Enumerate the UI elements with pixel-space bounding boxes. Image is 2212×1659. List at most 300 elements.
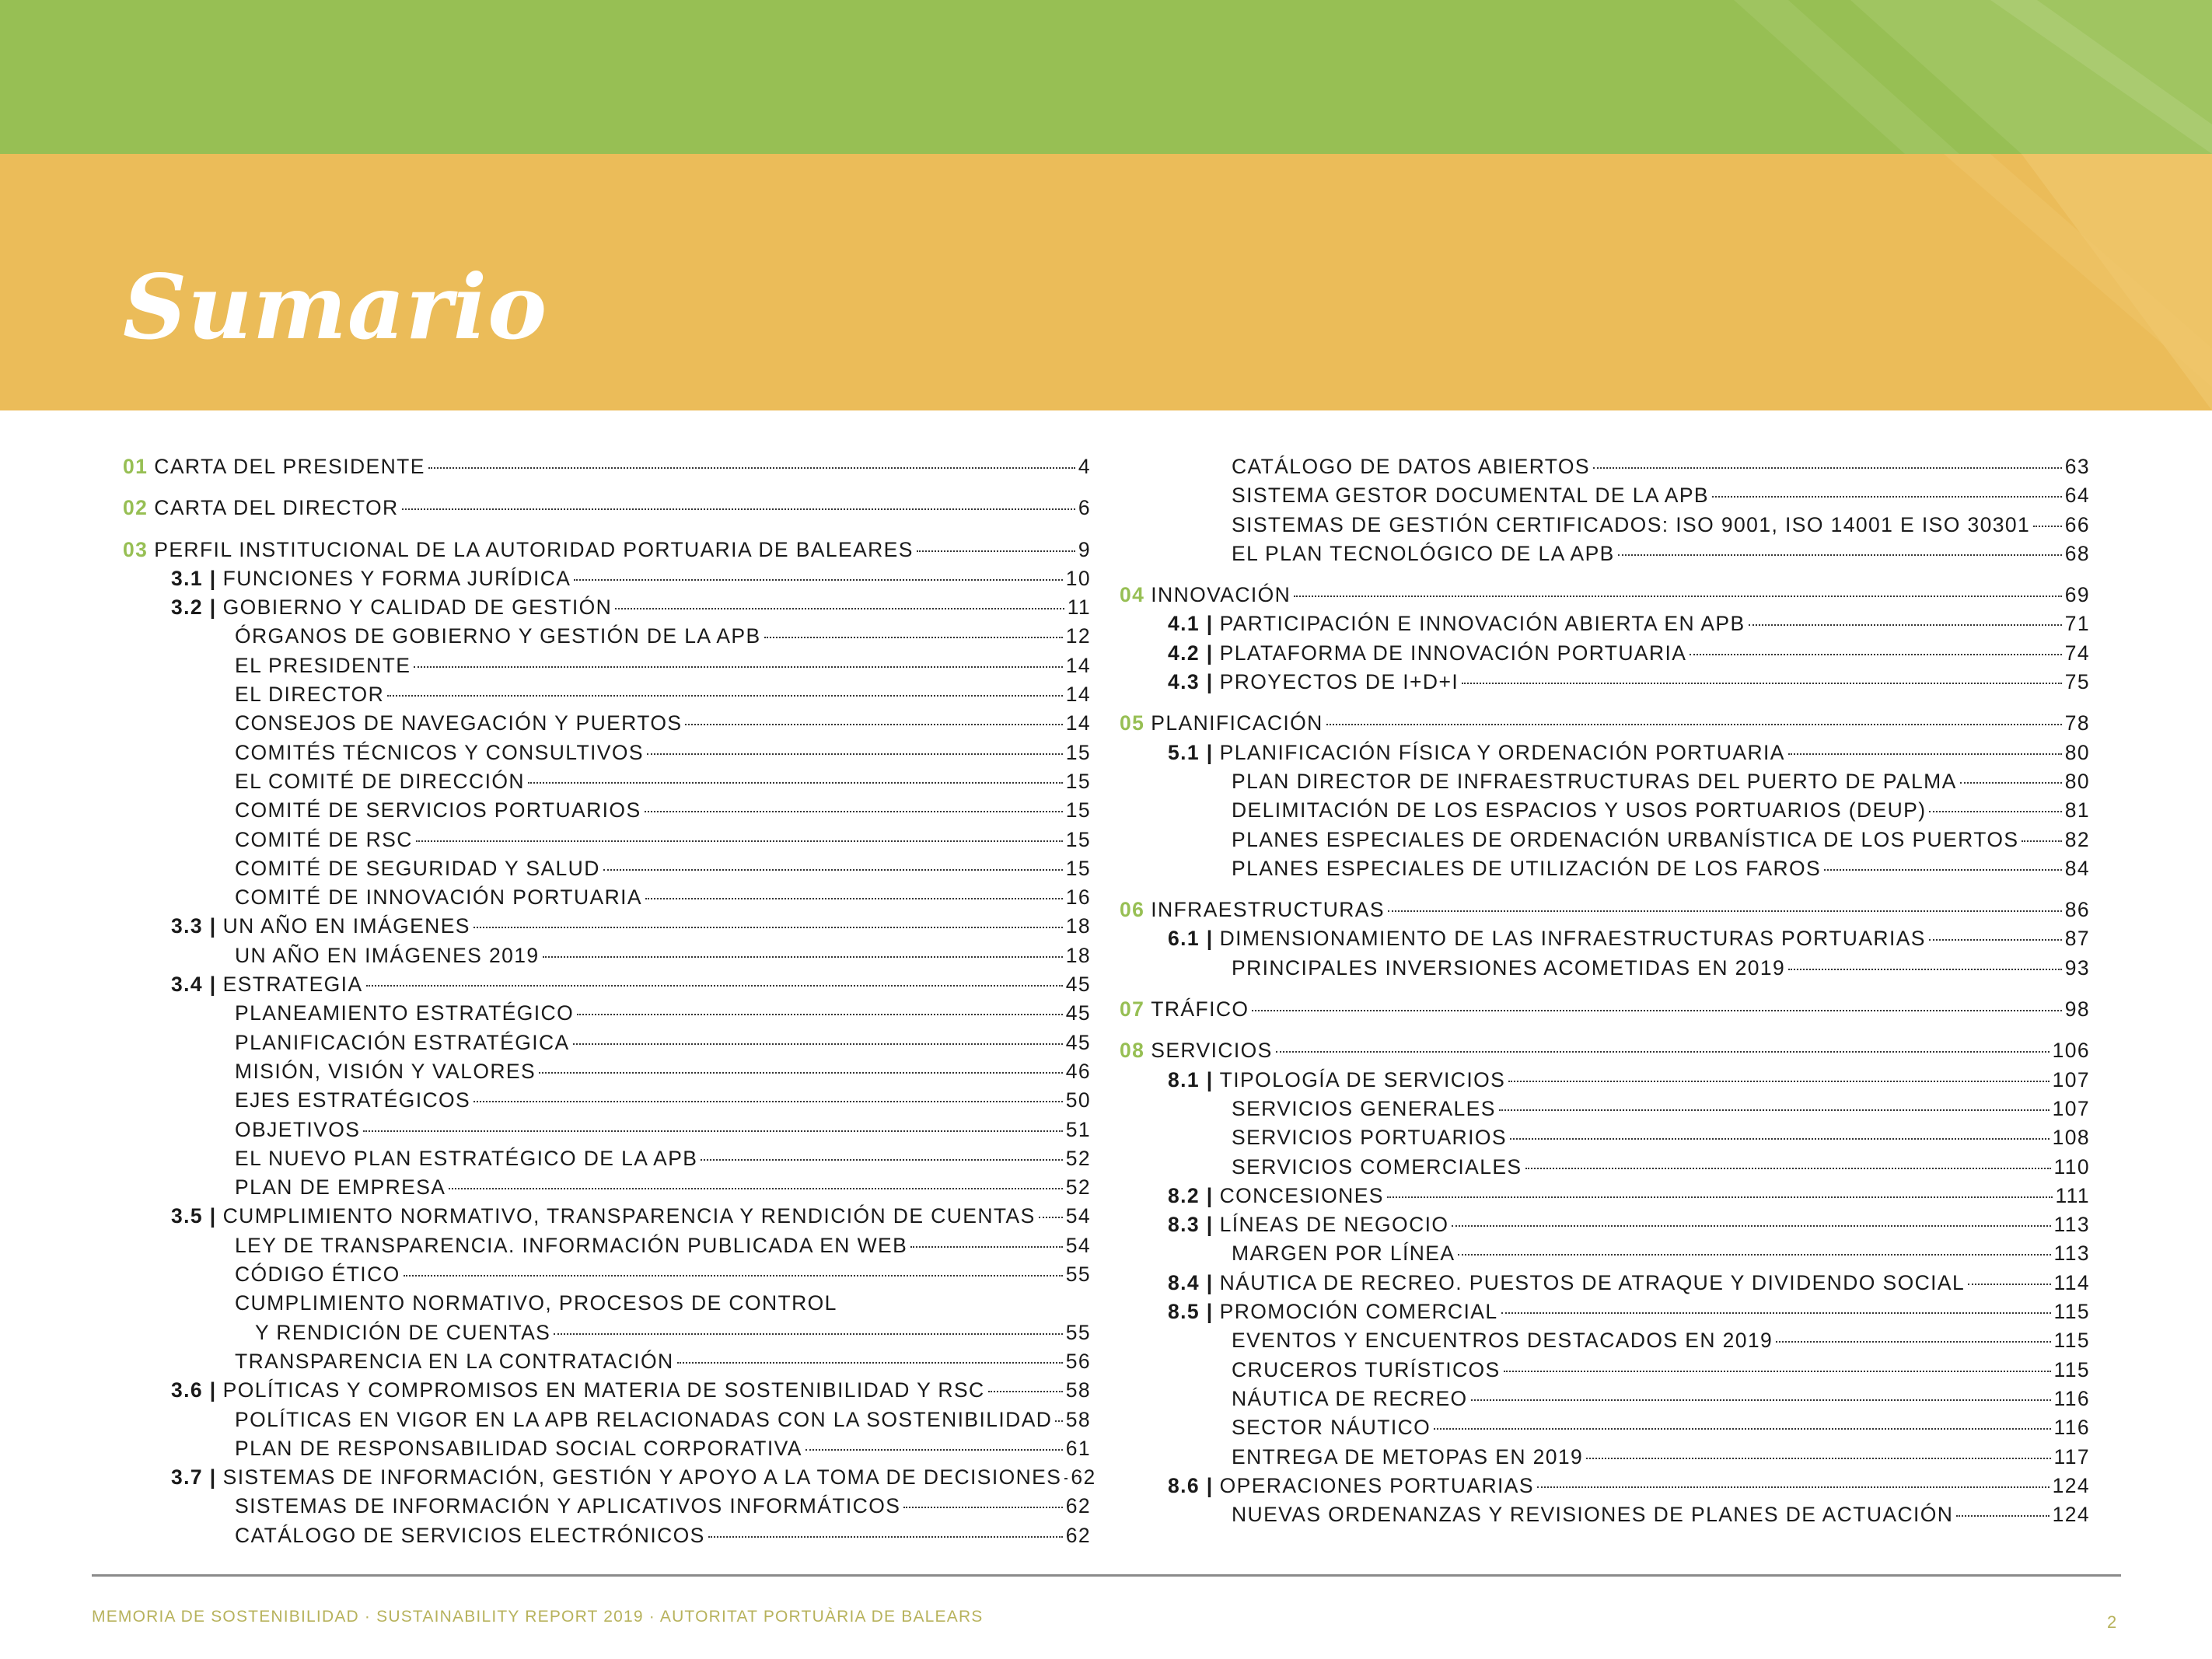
toc-entry-page: 115: [2053, 1357, 2090, 1381]
toc-entry[interactable]: [1120, 770, 2090, 798]
toc-entry-label: CÓDIGO ÉTICO: [235, 1263, 400, 1287]
toc-entry[interactable]: [123, 1204, 1091, 1233]
toc-entry[interactable]: [1120, 1474, 2090, 1503]
toc-entry-number: 01: [123, 455, 149, 478]
toc-dot-leader: [1593, 467, 2062, 469]
toc-entry-page: 14: [1065, 653, 1091, 677]
toc-entry[interactable]: [123, 1031, 1091, 1060]
toc-entry-page: 117: [2053, 1444, 2090, 1469]
footer-divider: [92, 1574, 2121, 1577]
toc-entry-label: NÁUTICA DE RECREO. PUESTOS DE ATRAQUE Y DIVIDENDO SOCIAL: [1219, 1270, 1966, 1294]
toc-dot-leader: [574, 579, 1062, 581]
toc-dot-leader: [1712, 496, 2062, 498]
toc-entry[interactable]: [1120, 641, 2090, 670]
toc-entry[interactable]: [123, 455, 1091, 484]
toc-entry-page: 54: [1065, 1233, 1091, 1257]
toc-dot-leader: [1499, 1109, 2050, 1111]
toc-entry-label: CONSEJOS DE NAVEGACIÓN Y PUERTOS: [235, 711, 683, 735]
toc-entry-number: 8.1 |: [1168, 1067, 1214, 1091]
toc-entry-label: PARTICIPACIÓN E INNOVACIÓN ABIERTA EN APB: [1219, 612, 1745, 636]
toc-entry[interactable]: [1120, 1242, 2090, 1270]
toc-entry[interactable]: [123, 857, 1091, 885]
toc-entry[interactable]: [1120, 997, 2090, 1026]
toc-entry-label: LÍNEAS DE NEGOCIO: [1219, 1213, 1449, 1237]
toc-entry-page: 116: [2053, 1386, 2090, 1410]
toc-entry-label: DIMENSIONAMIENTO DE LAS INFRAESTRUCTURAS PORTUARIAS: [1219, 927, 1926, 951]
toc-entry-label: CATÁLOGO DE DATOS ABIERTOS: [1232, 455, 1591, 478]
toc-entry-number: 4.2 |: [1168, 641, 1214, 665]
toc-entry[interactable]: [123, 1147, 1091, 1175]
toc-entry-page: 62: [1065, 1523, 1091, 1547]
toc-entry-page: 6: [1078, 496, 1091, 520]
toc-entry[interactable]: [123, 1001, 1091, 1030]
toc-entry-page: 52: [1065, 1175, 1091, 1200]
toc-entry-page: 71: [2064, 612, 2090, 636]
toc-dot-leader: [603, 869, 1063, 871]
toc-entry-label: PLANEAMIENTO ESTRATÉGICO: [235, 1001, 575, 1025]
toc-dot-leader: [1387, 1196, 2053, 1198]
toc-entry-page: 46: [1065, 1059, 1091, 1083]
toc-entry-number: 4.1 |: [1168, 612, 1214, 636]
toc-dot-leader: [543, 956, 1063, 958]
toc-entry-label: ÓRGANOS DE GOBIERNO Y GESTIÓN DE LA APB: [235, 624, 761, 648]
toc-entry-page: 54: [1065, 1204, 1091, 1228]
diagonal-stripes-decoration: [0, 0, 2212, 154]
toc-entry-page: 113: [2053, 1242, 2090, 1266]
toc-dot-leader: [1508, 1081, 2049, 1082]
toc-entry-label: COMITÉ DE SERVICIOS PORTUARIOS: [235, 798, 641, 823]
toc-dot-leader: [449, 1188, 1062, 1189]
toc-entry-label: ENTREGA DE METOPAS EN 2019: [1232, 1444, 1584, 1469]
toc-entry-label: OPERACIONES PORTUARIAS: [1219, 1473, 1534, 1497]
toc-entry-number: 04: [1120, 583, 1145, 607]
toc-entry-page: 74: [2064, 641, 2090, 665]
toc-column-right: [1120, 455, 2090, 1532]
toc-entry-page: 15: [1065, 798, 1091, 823]
toc-entry-label: PLANES ESPECIALES DE ORDENACIÓN URBANÍSTICA DE LOS PUERTOS: [1232, 827, 2019, 851]
toc-entry-page: 50: [1065, 1088, 1091, 1112]
toc-entry-page: 15: [1065, 827, 1091, 851]
toc-entry-number: 3.6 |: [171, 1378, 217, 1402]
toc-entry-label: PLANIFICACIÓN ESTRATÉGICA: [235, 1030, 570, 1054]
toc-entry-page: 108: [2052, 1126, 2090, 1150]
toc-entry-label: EL COMITÉ DE DIRECCIÓN: [235, 769, 525, 793]
toc-entry[interactable]: [123, 1350, 1091, 1378]
toc-entry-page: 18: [1065, 914, 1091, 938]
toc-entry[interactable]: [123, 683, 1091, 711]
toc-entry-label: SISTEMAS DE INFORMACIÓN Y APLICATIVOS INFORMÁTICOS: [235, 1494, 901, 1518]
toc-dot-leader: [1788, 969, 2062, 970]
toc-dot-leader: [428, 467, 1075, 469]
footer-text: MEMORIA DE SOSTENIBILIDAD · SUSTAINABILITY REPORT 2019 · AUTORITAT PORTUÀRIA DE BALEARS: [92, 1608, 984, 1626]
toc-entry[interactable]: [1120, 828, 2090, 857]
toc-dot-leader: [366, 985, 1063, 987]
toc-entry-label: LEY DE TRANSPARENCIA. INFORMACIÓN PUBLICADA EN WEB: [235, 1233, 908, 1257]
toc-entry[interactable]: [123, 711, 1091, 740]
toc-entry[interactable]: [1120, 455, 2090, 484]
header-green-band: [0, 0, 2212, 154]
toc-entry[interactable]: [1120, 1271, 2090, 1300]
toc-entry[interactable]: [1120, 1387, 2090, 1416]
toc-entry[interactable]: [123, 624, 1091, 653]
toc-entry-page: 84: [2064, 856, 2090, 880]
toc-entry[interactable]: [123, 1408, 1091, 1437]
toc-entry-page: 113: [2053, 1213, 2090, 1237]
toc-entry-page: 52: [1065, 1146, 1091, 1170]
toc-entry[interactable]: [123, 1437, 1091, 1465]
toc-dot-leader: [701, 1159, 1062, 1161]
toc-dot-leader: [1388, 910, 2062, 912]
toc-entry[interactable]: [1120, 1445, 2090, 1474]
toc-entry[interactable]: [1120, 1155, 2090, 1184]
toc-entry[interactable]: [1120, 612, 2090, 641]
toc-entry[interactable]: [123, 1060, 1091, 1088]
toc-entry-label: OBJETIVOS: [235, 1117, 361, 1141]
toc-entry-label: FUNCIONES Y FORMA JURÍDICA: [222, 566, 571, 590]
toc-entry-label: EL NUEVO PLAN ESTRATÉGICO DE LA APB: [235, 1146, 698, 1170]
toc-entry-number: 07: [1120, 997, 1145, 1022]
toc-entry-label: PERFIL INSTITUCIONAL DE LA AUTORIDAD PORTUARIA DE BALEARES: [154, 537, 914, 561]
toc-column-left: [123, 455, 1096, 1552]
toc-entry[interactable]: [1120, 1126, 2090, 1154]
toc-entry-number: 4.3 |: [1168, 670, 1214, 694]
toc-entry-number: 3.3 |: [171, 914, 217, 938]
toc-entry[interactable]: [1120, 1329, 2090, 1357]
toc-entry-label: COMITÉS TÉCNICOS Y CONSULTIVOS: [235, 740, 644, 764]
toc-entry-label: PLANIFICACIÓN FÍSICA Y ORDENACIÓN PORTUARIA: [1219, 740, 1785, 764]
toc-entry-page: 14: [1065, 683, 1091, 707]
toc-entry-label: TRÁFICO: [1151, 997, 1249, 1022]
toc-dot-leader: [1776, 1341, 2050, 1343]
toc-entry[interactable]: [123, 770, 1091, 798]
toc-entry-label: EL DIRECTOR: [235, 683, 385, 707]
toc-dot-leader: [1462, 683, 2062, 684]
toc-dot-leader: [577, 1014, 1063, 1015]
toc-dot-leader: [805, 1449, 1063, 1451]
toc-entry[interactable]: [123, 741, 1091, 770]
toc-entry[interactable]: [1120, 542, 2090, 571]
toc-entry[interactable]: [1120, 1416, 2090, 1444]
toc-entry[interactable]: [1120, 956, 2090, 985]
toc-entry-number: 8.6 |: [1168, 1473, 1214, 1497]
toc-entry-label: UN AÑO EN IMÁGENES: [222, 914, 470, 938]
toc-entry-page: 11: [1067, 595, 1091, 620]
toc-dot-leader: [1929, 939, 2062, 941]
toc-dot-leader: [1537, 1486, 2050, 1488]
toc-entry-label: TRANSPARENCIA EN LA CONTRATACIÓN: [235, 1349, 674, 1373]
toc-entry-page: 81: [2064, 798, 2090, 823]
toc-entry-label: CATÁLOGO DE SERVICIOS ELECTRÓNICOS: [235, 1523, 705, 1547]
toc-entry-label: INNOVACIÓN: [1151, 583, 1291, 607]
toc-entry[interactable]: [123, 1088, 1091, 1117]
toc-entry[interactable]: [1120, 798, 2090, 827]
toc-entry[interactable]: [1120, 711, 2090, 740]
toc-entry-number: 06: [1120, 898, 1145, 922]
toc-entry-page: 63: [2064, 455, 2090, 478]
toc-entry-label: CARTA DEL PRESIDENTE: [154, 455, 425, 478]
toc-entry-label: COMITÉ DE INNOVACIÓN PORTUARIA: [235, 885, 642, 910]
toc-entry-label: POLÍTICAS EN VIGOR EN LA APB RELACIONADAS CON LA SOSTENIBILIDAD: [235, 1407, 1053, 1431]
toc-entry-page: 9: [1078, 537, 1091, 561]
toc-entry-label: DELIMITACIÓN DE LOS ESPACIOS Y USOS PORTUARIOS (DEUP): [1232, 798, 1927, 823]
toc-dot-leader: [1968, 1284, 2050, 1285]
toc-dot-leader: [1788, 753, 2062, 755]
toc-dot-leader: [387, 695, 1063, 697]
toc-entry-label: SISTEMAS DE GESTIÓN CERTIFICADOS: ISO 9001, ISO 14001 E ISO 30301: [1232, 512, 2031, 536]
toc-dot-leader: [764, 637, 1063, 638]
toc-entry-page: 51: [1065, 1117, 1091, 1141]
toc-entry-page: 45: [1065, 1001, 1091, 1025]
toc-dot-leader: [1064, 1478, 1068, 1479]
toc-dot-leader: [1586, 1458, 2050, 1459]
toc-entry-page: 115: [2053, 1329, 2090, 1353]
toc-entry-page: 68: [2064, 541, 2090, 565]
toc-entry[interactable]: [1120, 1358, 2090, 1387]
toc-dot-leader: [402, 508, 1075, 510]
toc-entry-label: TIPOLOGÍA DE SERVICIOS: [1219, 1067, 1506, 1091]
toc-entry[interactable]: [1120, 1213, 2090, 1242]
toc-entry-label: SERVICIOS: [1151, 1039, 1273, 1063]
toc-dot-leader: [1039, 1217, 1063, 1218]
toc-entry-page: 4: [1078, 455, 1091, 478]
toc-entry-page: 12: [1065, 624, 1091, 648]
toc-dot-leader: [1956, 1515, 2049, 1517]
toc-entry[interactable]: [1120, 927, 2090, 955]
toc-entry-label: INFRAESTRUCTURAS: [1151, 898, 1385, 922]
toc-entry-page: 111: [2055, 1183, 2090, 1207]
toc-entry-label: MISIÓN, VISIÓN Y VALORES: [235, 1059, 536, 1083]
toc-dot-leader: [1276, 1051, 2050, 1053]
toc-dot-leader: [1055, 1420, 1062, 1422]
toc-entry[interactable]: [123, 1118, 1091, 1147]
toc-entry-page: 80: [2064, 769, 2090, 793]
toc-dot-leader: [615, 608, 1064, 609]
toc-entry[interactable]: [123, 973, 1091, 1001]
toc-entry-page: 58: [1065, 1378, 1091, 1402]
toc-entry[interactable]: [123, 1524, 1091, 1552]
toc-dot-leader: [1618, 554, 2062, 556]
toc-entry-label: CRUCEROS TURÍSTICOS: [1232, 1357, 1501, 1381]
toc-dot-leader: [474, 1101, 1063, 1102]
toc-entry[interactable]: [123, 1321, 1091, 1350]
toc-entry-label: NUEVAS ORDENANZAS Y REVISIONES DE PLANES DE ACTUACIÓN: [1232, 1503, 1954, 1527]
toc-entry-page: 15: [1065, 856, 1091, 880]
toc-entry-label: POLÍTICAS Y COMPROMISOS EN MATERIA DE SOSTENIBILIDAD Y RSC: [222, 1378, 985, 1402]
toc-dot-leader: [1510, 1138, 2050, 1140]
toc-entry-label: SERVICIOS PORTUARIOS: [1232, 1126, 1507, 1150]
toc-dot-leader: [2022, 840, 2061, 842]
toc-entry-page: 16: [1065, 885, 1091, 910]
toc-entry-label: PLANES ESPECIALES DE UTILIZACIÓN DE LOS FAROS: [1232, 856, 1822, 880]
toc-dot-leader: [910, 1246, 1063, 1248]
toc-entry-page: 115: [2053, 1300, 2090, 1324]
toc-dot-leader: [1824, 869, 2062, 871]
toc-entry[interactable]: [1120, 1039, 2090, 1067]
toc-entry-page: 15: [1065, 769, 1091, 793]
toc-entry-page: 62: [1065, 1494, 1091, 1518]
toc-entry[interactable]: [123, 828, 1091, 857]
toc-entry-number: 3.4 |: [171, 973, 217, 997]
toc-entry-label: GOBIERNO Y CALIDAD DE GESTIÓN: [222, 595, 613, 620]
toc-entry-page: 58: [1065, 1407, 1091, 1431]
toc-entry-label: EVENTOS Y ENCUENTROS DESTACADOS EN 2019: [1232, 1329, 1773, 1353]
toc-entry[interactable]: [123, 1378, 1091, 1407]
toc-dot-leader: [474, 927, 1063, 928]
toc-dot-leader: [645, 898, 1063, 899]
toc-entry-page: 66: [2064, 512, 2090, 536]
toc-entry-page: 107: [2052, 1096, 2090, 1120]
toc-entry-page: 124: [2052, 1473, 2090, 1497]
toc-entry-number: 8.5 |: [1168, 1300, 1214, 1324]
toc-entry-label: EJES ESTRATÉGICOS: [235, 1088, 471, 1112]
toc-entry[interactable]: [123, 654, 1091, 683]
toc-entry-number: 05: [1120, 711, 1145, 735]
toc-entry[interactable]: [123, 944, 1091, 973]
toc-entry[interactable]: [1120, 1097, 2090, 1126]
toc-entry-number: 3.1 |: [171, 566, 217, 590]
toc-entry-number: 8.4 |: [1168, 1270, 1214, 1294]
toc-entry[interactable]: [1120, 857, 2090, 885]
toc-entry[interactable]: [1120, 1068, 2090, 1097]
toc-dot-leader: [1434, 1428, 2050, 1430]
toc-dot-leader: [1471, 1399, 2051, 1401]
toc-entry[interactable]: [123, 567, 1091, 595]
toc-dot-leader: [363, 1130, 1062, 1132]
toc-entry[interactable]: [123, 1465, 1096, 1494]
toc-entry[interactable]: [1120, 1184, 2090, 1213]
toc-entry-label: PLAN DIRECTOR DE INFRAESTRUCTURAS DEL PUERTO DE PALMA: [1232, 769, 1957, 793]
toc-entry-page: 18: [1065, 943, 1091, 967]
page-title: Sumario: [123, 255, 548, 359]
toc-entry-label: SISTEMA GESTOR DOCUMENTAL DE LA APB: [1232, 484, 1709, 508]
toc-entry-number: 8.2 |: [1168, 1183, 1214, 1207]
toc-entry-page: 75: [2064, 670, 2090, 694]
toc-entry-number: 5.1 |: [1168, 740, 1214, 764]
toc-dot-leader: [404, 1275, 1063, 1277]
toc-entry[interactable]: [123, 1291, 1091, 1320]
toc-entry-number: 3.5 |: [171, 1204, 217, 1228]
toc-entry-label: PROYECTOS DE I+D+I: [1219, 670, 1459, 694]
toc-entry-number: 08: [1120, 1039, 1145, 1063]
toc-dot-leader: [645, 811, 1063, 812]
toc-entry[interactable]: [1120, 513, 2090, 542]
toc-dot-leader: [1690, 654, 2061, 655]
toc-entry-page: 87: [2064, 927, 2090, 951]
toc-entry[interactable]: [1120, 583, 2090, 612]
toc-entry-label: PLANIFICACIÓN: [1151, 711, 1323, 735]
toc-entry-number: 3.2 |: [171, 595, 217, 620]
toc-entry[interactable]: [123, 496, 1091, 525]
toc-dot-leader: [1294, 595, 2062, 597]
toc-dot-leader: [708, 1536, 1063, 1538]
toc-dot-leader: [1326, 724, 2062, 725]
toc-entry-page: 14: [1065, 711, 1091, 735]
toc-dot-leader: [903, 1507, 1062, 1508]
toc-dot-leader: [528, 782, 1063, 784]
toc-entry-label: SISTEMAS DE INFORMACIÓN, GESTIÓN Y APOYO A LA TOMA DE DECISIONES: [222, 1465, 1062, 1490]
toc-entry-page: 78: [2064, 711, 2090, 735]
toc-dot-leader: [1749, 624, 2062, 626]
toc-entry[interactable]: [123, 538, 1091, 567]
toc-entry-page: 82: [2064, 827, 2090, 851]
toc-entry[interactable]: [123, 1175, 1091, 1204]
toc-entry-page: 110: [2053, 1154, 2090, 1179]
toc-entry-page: 98: [2064, 997, 2090, 1022]
toc-dot-leader: [1525, 1168, 2051, 1169]
toc-entry[interactable]: [123, 1263, 1091, 1291]
toc-entry[interactable]: [1120, 670, 2090, 699]
toc-entry-page: 80: [2064, 740, 2090, 764]
toc-entry[interactable]: [1120, 898, 2090, 927]
toc-entry[interactable]: [123, 1234, 1091, 1263]
toc-dot-leader: [917, 550, 1075, 552]
toc-entry-label: MARGEN POR LÍNEA: [1232, 1242, 1455, 1266]
toc-dot-leader: [1501, 1312, 2051, 1314]
toc-entry-label: ESTRATEGIA: [222, 973, 363, 997]
toc-entry-page: 114: [2053, 1270, 2090, 1294]
toc-entry-label: COMITÉ DE SEGURIDAD Y SALUD: [235, 856, 600, 880]
toc-dot-leader: [1458, 1254, 2050, 1256]
toc-entry-number: 02: [123, 496, 149, 520]
toc-entry[interactable]: [1120, 484, 2090, 512]
toc-entry-page: 64: [2064, 484, 2090, 508]
toc-entry[interactable]: [1120, 1503, 2090, 1532]
toc-dot-leader: [1960, 782, 2062, 784]
toc-entry-label: CARTA DEL DIRECTOR: [154, 496, 399, 520]
toc-entry-label: PLAN DE EMPRESA: [235, 1175, 446, 1200]
toc-entry-label: SERVICIOS COMERCIALES: [1232, 1154, 1522, 1179]
toc-entry-number: 03: [123, 537, 149, 561]
toc-entry-page: 86: [2064, 898, 2090, 922]
toc-entry[interactable]: [123, 798, 1091, 827]
toc-dot-leader: [1504, 1371, 2051, 1372]
toc-entry-label: CUMPLIMIENTO NORMATIVO, PROCESOS DE CONTROL: [235, 1291, 837, 1315]
toc-entry-label: CONCESIONES: [1219, 1183, 1384, 1207]
toc-dot-leader: [685, 724, 1062, 725]
toc-entry-page: 69: [2064, 583, 2090, 607]
toc-entry[interactable]: [123, 885, 1091, 914]
toc-entry[interactable]: [1120, 1300, 2090, 1329]
toc-entry-page: 106: [2052, 1039, 2090, 1063]
toc-entry-page: 15: [1065, 740, 1091, 764]
toc-dot-leader: [1452, 1225, 2050, 1227]
toc-entry[interactable]: [123, 595, 1091, 624]
toc-entry[interactable]: [1120, 741, 2090, 770]
toc-entry-page: 45: [1065, 973, 1091, 997]
toc-entry-label: UN AÑO EN IMÁGENES 2019: [235, 943, 540, 967]
toc-entry[interactable]: [123, 914, 1091, 943]
page-number: 2: [2107, 1612, 2117, 1632]
toc-entry-label: EL PRESIDENTE: [235, 653, 411, 677]
toc-entry-label: SECTOR NÁUTICO: [1232, 1416, 1431, 1440]
toc-entry[interactable]: [123, 1494, 1091, 1523]
toc-entry-page: 116: [2053, 1416, 2090, 1440]
toc-entry-label: NÁUTICA DE RECREO: [1232, 1386, 1468, 1410]
toc-dot-leader: [1252, 1010, 2061, 1011]
toc-dot-leader: [647, 753, 1063, 755]
toc-entry-label: PROMOCIÓN COMERCIAL: [1219, 1300, 1498, 1324]
toc-entry-label: CUMPLIMIENTO NORMATIVO, TRANSPARENCIA Y RENDICIÓN DE CUENTAS: [222, 1204, 1036, 1228]
toc-entry-label: PRINCIPALES INVERSIONES ACOMETIDAS EN 2019: [1232, 955, 1786, 980]
toc-dot-leader: [1929, 811, 2061, 812]
toc-entry-page: 45: [1065, 1030, 1091, 1054]
toc-dot-leader: [554, 1333, 1062, 1335]
toc-entry-number: 3.7 |: [171, 1465, 217, 1490]
toc-entry-label: Y RENDICIÓN DE CUENTAS: [255, 1320, 551, 1344]
toc-entry-label: EL PLAN TECNOLÓGICO DE LA APB: [1232, 541, 1615, 565]
toc-entry-page: 56: [1065, 1349, 1091, 1373]
toc-entry-number: 8.3 |: [1168, 1213, 1214, 1237]
